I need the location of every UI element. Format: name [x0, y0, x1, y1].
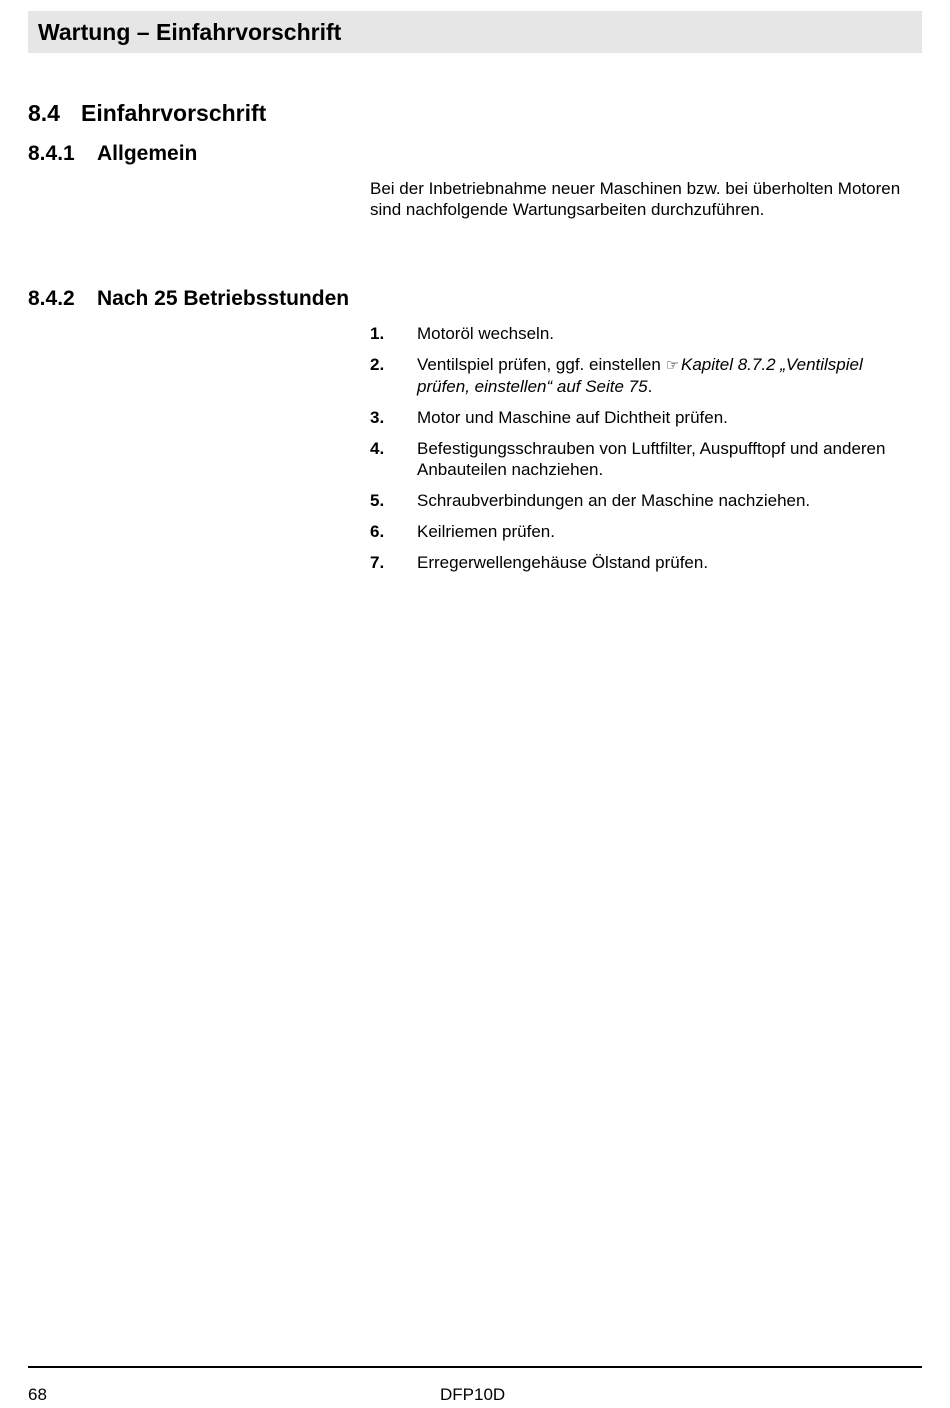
step-number: 4. [370, 439, 385, 458]
step-number: 2. [370, 355, 385, 374]
document-code: DFP10D [440, 1385, 506, 1404]
step-item [370, 490, 920, 511]
step-item [370, 438, 920, 480]
step-item [370, 407, 920, 428]
subsection-heading-25h [28, 285, 349, 313]
cross-reference-pointer-icon: ☞ [665, 357, 680, 374]
section-heading [28, 98, 266, 128]
step-number: 5. [370, 491, 385, 510]
cross-reference-text: Kapitel 8.7.2 „Ventilspiel prüfen, einstellen“ auf Seite 75 [417, 355, 863, 396]
section-number: 8.4 [28, 100, 60, 126]
subsection-title: Nach 25 Betriebsstunden [97, 287, 350, 310]
subsection-title: Allgemein [97, 142, 198, 165]
maintenance-steps-list [370, 323, 920, 583]
step-text-end: . [647, 377, 653, 396]
step-item [370, 552, 920, 573]
footer-divider [28, 1366, 922, 1368]
step-item [370, 323, 920, 344]
step-item [370, 354, 920, 397]
step-text: Befestigungsschrauben von Luftfilter, Auspufftopf und anderen Anbauteilen nachziehen. [417, 439, 886, 479]
step-text: Erregerwellengehäuse Ölstand prüfen. [417, 553, 709, 572]
page-number: 68 [28, 1385, 47, 1404]
subsection-heading-general [28, 140, 197, 168]
step-number: 1. [370, 324, 385, 343]
subsection-number: 8.4.2 [28, 287, 75, 310]
step-text: Schraubverbindungen an der Maschine nachziehen. [417, 491, 811, 510]
general-paragraph: Bei der Inbetriebnahme neuer Maschinen bzw. bei überholten Motoren sind nachfolgende Wartungsarbeiten durchzuführen. [370, 179, 901, 219]
step-item [370, 521, 920, 542]
running-header [28, 11, 922, 53]
section-title: Einfahrvorschrift [81, 100, 267, 126]
step-number: 3. [370, 408, 385, 427]
step-number: 6. [370, 522, 385, 541]
step-text: Ventilspiel prüfen, ggf. einstellen [417, 355, 661, 374]
running-header-title: Wartung – Einfahrvorschrift [38, 19, 342, 45]
step-text: Motor und Maschine auf Dichtheit prüfen. [417, 408, 728, 427]
step-text: Keilriemen prüfen. [417, 522, 555, 541]
subsection-number: 8.4.1 [28, 142, 75, 165]
step-text: Motoröl wechseln. [417, 324, 555, 343]
step-number: 7. [370, 553, 385, 572]
